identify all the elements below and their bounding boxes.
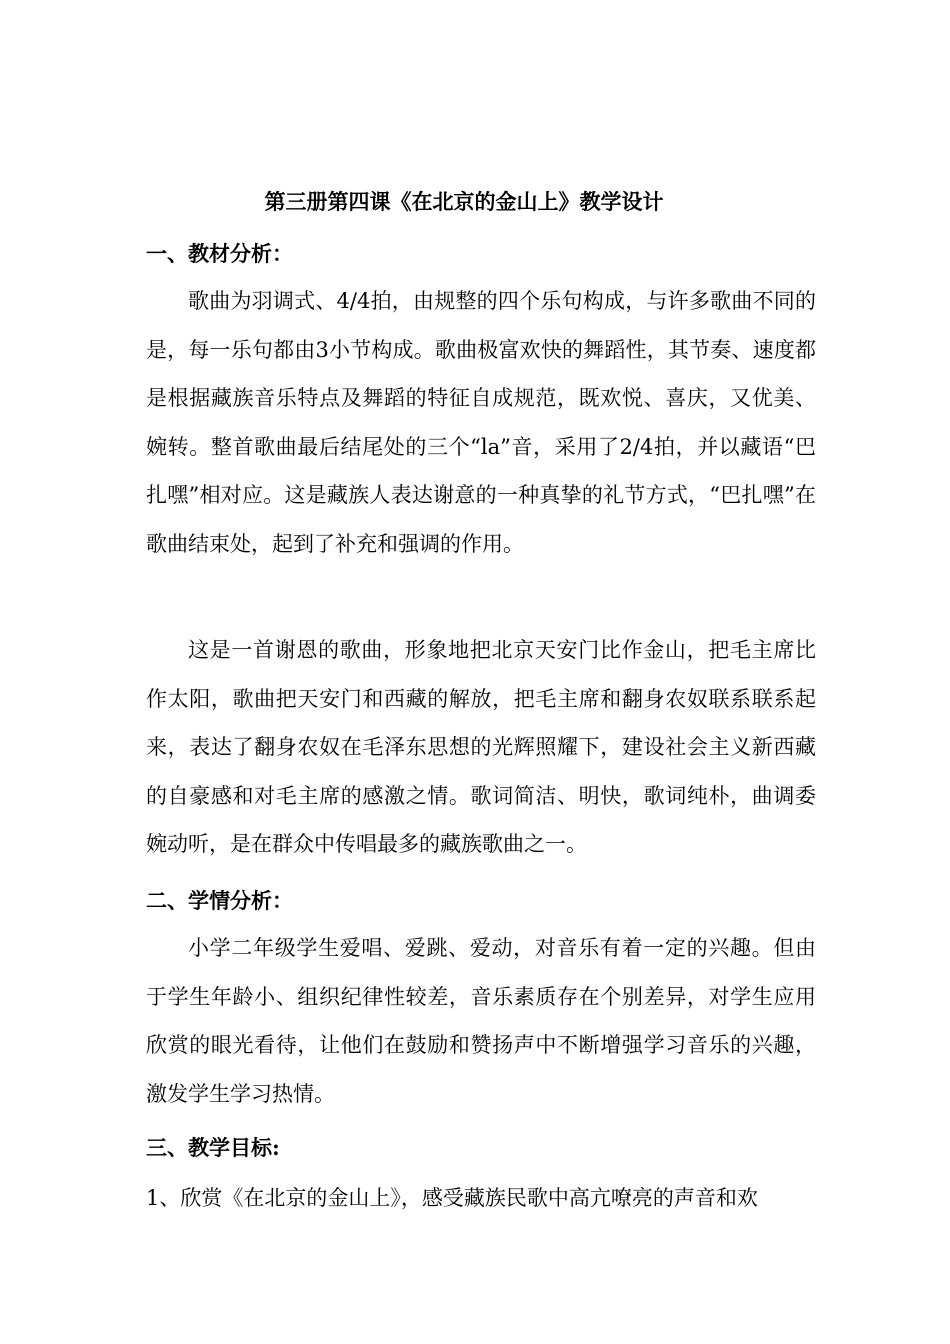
paragraph-song-meaning: 这是一首谢恩的歌曲，形象地把北京天安门比作金山，把毛主席比作太阳，歌曲把天安门和西藏的解放，把毛主席和翻身农奴联系联系起来，表达了翻身农奴在毛泽东思想的光辉照耀下，建设社会主义新西藏的自豪感和对毛主席的感激之情。歌词简洁、明快，歌词纯朴，曲调委婉动听，是在群众中传唱最多的藏族歌曲之一。 xyxy=(146,638,816,857)
section-heading-student-analysis: 二、学情分析： xyxy=(146,888,293,913)
document-title: 第三册第四课《在北京的金山上》教学设计 xyxy=(264,189,664,214)
paragraph-song-structure: 歌曲为羽调式、4/4拍，由规整的四个乐句构成，与许多歌曲不同的是，每一乐句都由3小节构成。歌曲极富欢快的舞蹈性，其节奏、速度都是根据藏族音乐特点及舞蹈的特征自成规范，既欢悦、喜庆，又优美、婉转。整首歌曲最后结尾处的三个“la”音，采用了2/4拍，并以藏语“巴扎嘿”相对应。这是藏族人表达谢意的一种真挚的礼节方式，“巴扎嘿”在歌曲结束处，起到了补充和强调的作用。 xyxy=(146,289,816,556)
paragraph-student-situation: 小学二年级学生爱唱、爱跳、爱动，对音乐有着一定的兴趣。但由于学生年龄小、组织纪律性较差，音乐素质存在个别差异，对学生应用欣赏的眼光看待，让他们在鼓励和赞扬声中不断增强学习音乐的兴趣，激发学生学习热情。 xyxy=(146,936,816,1106)
section-heading-teaching-goals: 三、教学目标: xyxy=(146,1135,280,1160)
section-heading-textbook-analysis: 一、教材分析： xyxy=(146,241,293,266)
teaching-goal-item-1: 1、欣赏《在北京的金山上》，感受藏族民歌中高亢嘹亮的声音和欢 xyxy=(146,1186,758,1210)
